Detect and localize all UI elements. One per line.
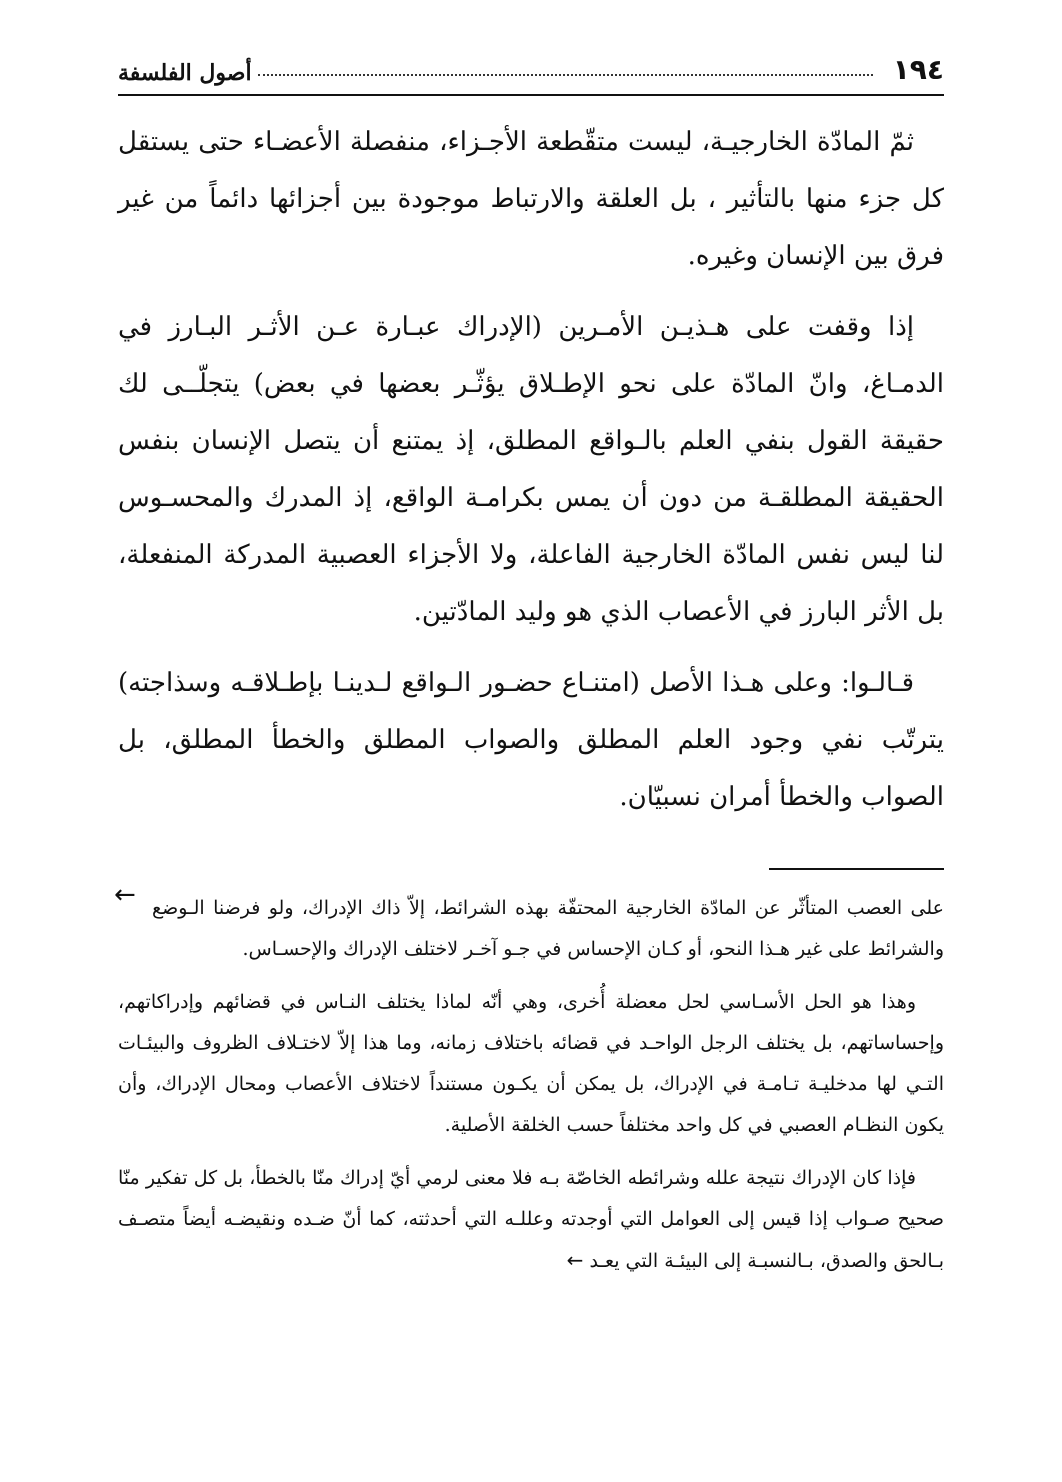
main-paragraph: قـالـوا: وعلى هـذا الأصل (امتنـاع حضـور الـواقع لـدينـا بإطـلاقـه وسذاجته) يترتّب نفي وجود العلم المطلق والصواب المطلق والخطأ المطلق، بل الصواب والخطأ أمران نسبيّان. xyxy=(118,668,944,812)
footnote-text: فإذا كان الإدراك نتيجة علله وشرائطه الخاصّة بـه فلا معنى لرمي أيّ إدراك منّا بالخطأ، بل كل تفكير منّا صحيح صـواب إذا قيس إلى العوامل التي أوجدته وعللـه التي أحدثته، كما أنّ ضـده ونقيضـه أيضاً متصـف بـالحق والصدق، بـالنسبـة إلى البيئـة التي يعـد xyxy=(118,1167,944,1272)
footnote-separator xyxy=(769,868,944,870)
footnote-paragraph: على العصب المتأثّر عن المادّة الخارجية المحتفّة بهذه الشرائط، إلاّ ذاك الإدراك، ولو فرضنا الـوضع والشرائط على غير هـذا النحو، أو كـان الإحساس في جـو آخـر لاختلف الإدراك والإحسـاس. xyxy=(152,897,944,960)
continuation-arrow-icon: ← xyxy=(114,880,136,910)
main-paragraph: إذا وقفت على هـذيـن الأمـرين (الإدراك عبـارة عـن الأثـر البـارز في الدمـاغ، وانّ المادّة على نحو الإطـلاق يؤثّـر بعضها في بعض) يتجلّــى لك حقيقة القول بنفي العلم بالـواقع المطلق، إذ يمتنع أن يتصل الإنسان بنفس الحقيقة المطلقـة من دون أن يمس بكرامـة الواقع، إذ المدرك والمحسـوس لنا ليس نفس المادّة الخارجية الفاعلة، ولا الأجزاء العصبية المدركة المنفعلة، بل الأثر البارز في الأعصاب الذي هو وليد المادّتين. xyxy=(118,312,944,627)
page-header xyxy=(118,48,944,96)
main-text xyxy=(118,114,944,826)
footnotes xyxy=(114,880,944,1282)
book-title: أصول الفلسفة xyxy=(118,60,252,86)
main-paragraph: ثمّ المادّة الخارجيـة، ليست متقّطعة الأجـزاء، منفصلة الأعضـاء حتى يستقل كل جزء منها بالتأثير ، بل العلقة والارتباط موجودة بين أجزائها دائماً من غير فرق بين الإنسان وغيره. xyxy=(118,127,944,271)
page-number: ١٩٤ xyxy=(892,53,944,86)
footnote-paragraph: وهذا هو الحل الأسـاسي لحل معضلة أُخرى، وهي أنّه لماذا يختلف النـاس في قضائهم وإدراكاتهم، وإحساساتهم، بل يختلف الرجل الواحـد في قضائه باختلاف زمانه، وما هذا إلاّ لاختـلاف الظروف والبيئـات التـي لها مدخليـة تـامـة في الإدراك، بل يمكن أن يكـون مستنداً لاختلاف الأعصاب ومحال الإدراك، وأن يكون النظـام العصبي في كل واحد مختلفاً حسب الخلقة الأصلية. xyxy=(118,991,944,1136)
footnote-paragraph xyxy=(118,1158,944,1282)
continue-arrow-icon: ← xyxy=(566,1248,584,1272)
header-dotted-leader xyxy=(258,74,873,76)
book-page xyxy=(114,48,944,1294)
